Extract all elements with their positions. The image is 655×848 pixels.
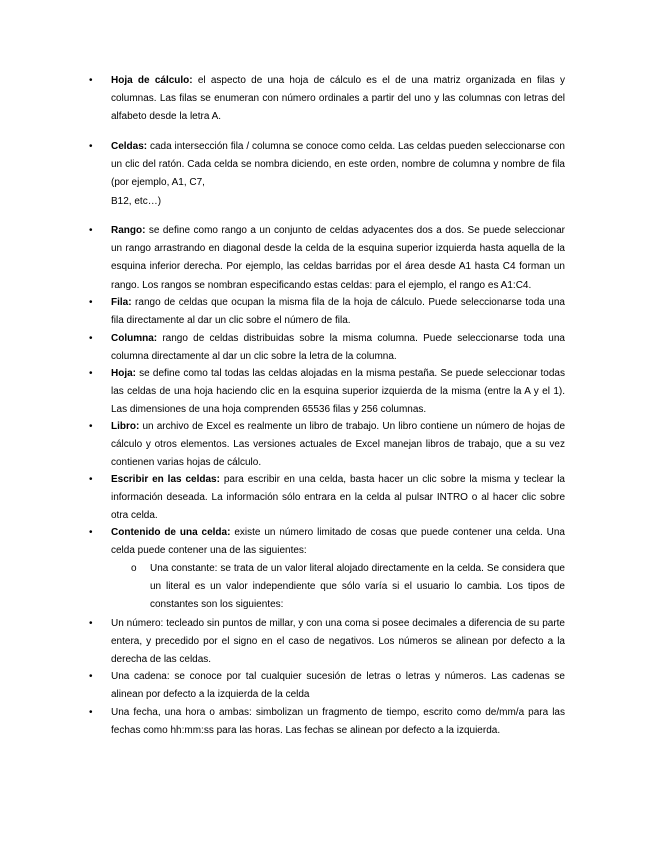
list-item-celdas <box>89 138 565 211</box>
definition: existe un número limitado de cosas que puede contener una celda. Una celda puede contener una de las siguientes: <box>111 527 565 557</box>
definition: un archivo de Excel es realmente un libro de trabajo. Un libro contiene un número de hojas de cálculo y otros elementos. Las versiones actuales de Excel manejan libros de trabajo, que a su vez contienen varias hojas de cálculo. <box>111 421 565 469</box>
list-item-numero <box>89 615 565 670</box>
term: Escribir en las celdas: <box>111 474 220 485</box>
term: Celdas: <box>111 141 148 152</box>
list-item-escribir-en-las-celdas <box>89 471 565 526</box>
definition: Un número: tecleado sin puntos de millar, y con una coma si posee decimales a diferencia de su parte entera, y precedido por el signo en el caso de negativos. Los números se alinean por defecto a la derecha de las celdas. <box>111 618 565 666</box>
definition: Una constante: se trata de un valor literal alojado directamente en la celda. Se considera que un literal es un valor independiente que sólo varía si el usuario lo cambia. Los tipos de constantes son los siguientes: <box>150 563 565 611</box>
definition-continuation: B12, etc…) <box>111 195 162 207</box>
bullet: • <box>89 474 93 485</box>
list-item-libro <box>89 418 565 473</box>
definition: se define como rango a un conjunto de celdas adyacentes dos a dos. Se puede seleccionar un rango arrastrando en diagonal desde la celda de la esquina superior izquierda hasta aquella de la esquina inferior derecha. Por ejemplo, las celdas barridas por el área desde A1 hasta C4 forman un rango. Los rangos se nombran especificando estas celdas: para el ejemplo, el rango es A1:C4. <box>111 225 565 291</box>
sub-bullet: o <box>131 563 137 574</box>
bullet: • <box>89 297 93 308</box>
bullet: • <box>89 333 93 344</box>
bullet: • <box>89 368 93 379</box>
definition: se define como tal todas las celdas alojadas en la misma pestaña. Se puede seleccionar todas las celdas de una hoja haciendo clic en la esquina superior izquierda de la misma (entre la A y el 1). Las dimensiones de una hoja comprenden 65536 filas y 256 columnas. <box>111 368 565 416</box>
list-item-fila <box>89 294 565 330</box>
term: Hoja de cálculo: <box>111 75 193 86</box>
bullet: • <box>89 421 93 432</box>
bullet: • <box>89 527 93 538</box>
term: Contenido de una celda: <box>111 527 231 538</box>
bullet: • <box>89 671 93 682</box>
term: Fila: <box>111 297 132 308</box>
list-item-columna <box>89 330 565 366</box>
sub-list-item-constante <box>131 560 565 615</box>
term: Hoja: <box>111 368 136 379</box>
bullet: • <box>89 707 93 718</box>
list-item-contenido-de-una-celda <box>89 524 565 560</box>
term: Columna: <box>111 333 158 344</box>
definition: para escribir en una celda, basta hacer un clic sobre la misma y teclear la información deseada. La información sólo entrara en la celda al pulsar INTRO o al hacer clic sobre otra celda. <box>111 474 565 522</box>
definition: Una cadena: se conoce por tal cualquier sucesión de letras o letras y números. Las cadenas se alinean por defecto a la izquierda de la celda <box>111 671 565 701</box>
term: Libro: <box>111 421 140 432</box>
list-item-rango <box>89 222 565 295</box>
list-item-fecha <box>89 704 565 740</box>
term: Rango: <box>111 225 146 236</box>
definition: el aspecto de una hoja de cálculo es el de una matriz organizada en filas y columnas. Las filas se enumeran con número ordinales a partir del uno y las columnas con letras del alfabeto desde la letra A. <box>111 75 565 123</box>
bullet: • <box>89 75 93 86</box>
list-item-hoja-de-calculo <box>89 72 565 127</box>
definition: rango de celdas que ocupan la misma fila de la hoja de cálculo. Puede seleccionarse toda una fila directamente al dar un clic sobre el número de fila. <box>111 297 565 327</box>
definition: Una fecha, una hora o ambas: simbolizan un fragmento de tiempo, escrito como de/mm/a para las fechas como hh:mm:ss para las horas. Las fechas se alinean por defecto a la izquierda. <box>111 707 565 737</box>
bullet: • <box>89 225 93 236</box>
definition: cada intersección fila / columna se conoce como celda. Las celdas pueden seleccionarse con un clic del ratón. Cada celda se nombra diciendo, en este orden, nombre de columna y nombre de fila (por ejemplo, A1, C7, <box>111 141 565 189</box>
bullet: • <box>89 618 93 629</box>
bullet: • <box>89 141 93 152</box>
definition: rango de celdas distribuidas sobre la misma columna. Puede seleccionarse toda una columna directamente al dar un clic sobre la letra de la columna. <box>111 333 565 363</box>
list-item-cadena <box>89 668 565 704</box>
list-item-hoja <box>89 365 565 420</box>
